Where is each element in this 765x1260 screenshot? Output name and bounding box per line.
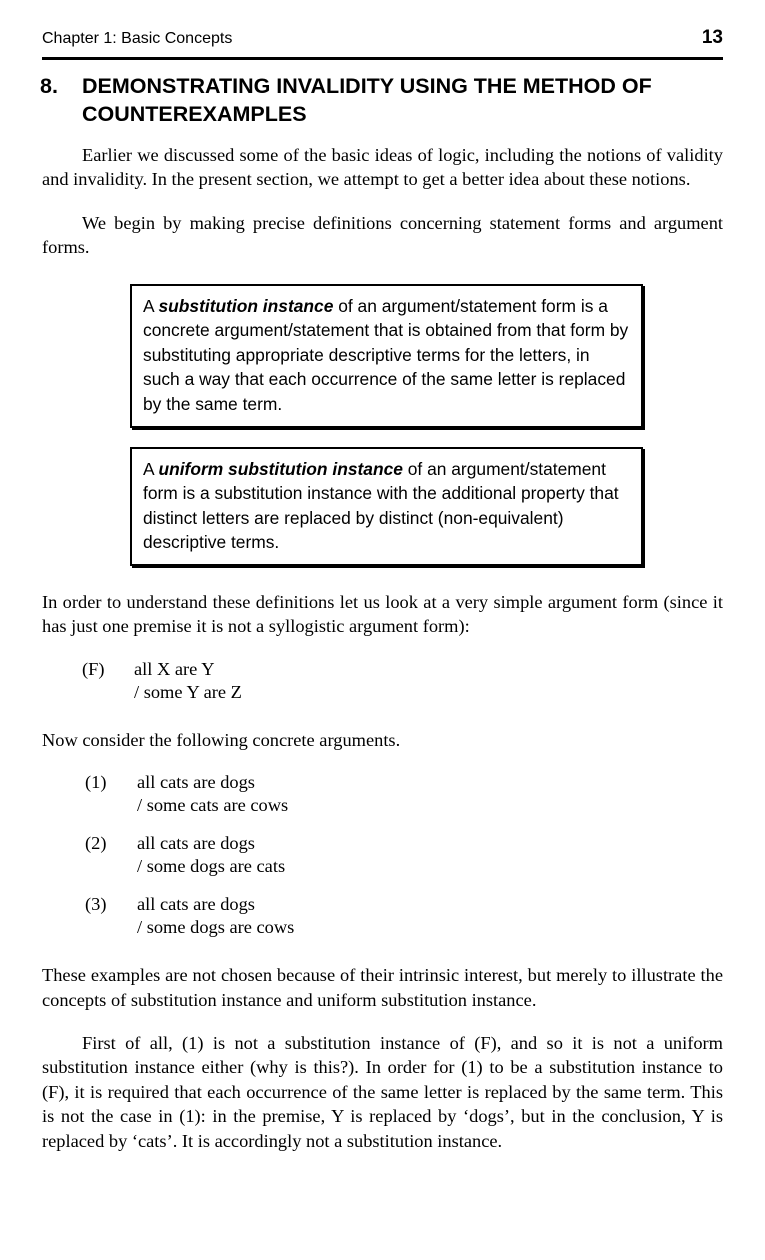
definition-body-text: of an argument/statement form is a concrete argument/statement that is obtained from that form by substituting appropriate descriptive terms for the letters, in such a way that each occurrence of the same letter is replaced by the same term. xyxy=(143,295,629,414)
definition-term: uniform substitution instance xyxy=(158,458,403,479)
argument-label: (2) xyxy=(85,833,107,854)
argument-label: (3) xyxy=(85,894,107,915)
concrete-argument-1 xyxy=(85,771,723,817)
argument-premise: all cats are dogs xyxy=(137,833,255,854)
concrete-argument-3 xyxy=(85,893,723,939)
argument-label: (F) xyxy=(82,658,105,679)
definition-box-substitution-instance xyxy=(130,284,643,428)
argument-form-f xyxy=(82,658,723,704)
argument-conclusion: / some Y are Z xyxy=(134,681,242,702)
argument-lines xyxy=(137,771,723,817)
spacer xyxy=(42,566,723,590)
definition-term: substitution instance xyxy=(158,295,334,316)
argument-premise: all cats are dogs xyxy=(137,772,255,793)
paragraph-first-of-all: First of all, (1) is not a substitution instance of (F), and so it is not a uniform substitution instance either (why is this?). In order for (1) to be a substitution instance to (F), it is required that each occurrence of the same letter is replaced by the same term. This is not the case in (1): in the premise, Y is replaced by ‘dogs’, but in the conclusion, Y is replaced by ‘cats’. It is accordingly not a substitution instance. xyxy=(42,1033,723,1151)
page-number: 13 xyxy=(701,27,723,48)
concrete-argument-2 xyxy=(85,832,723,878)
argument-premise: all X are Y xyxy=(134,658,215,679)
argument-label: (1) xyxy=(85,772,107,793)
argument-lines xyxy=(137,893,723,939)
paragraph-these-examples-not-chosen: These examples are not chosen because of their intrinsic interest, but merely to illustrate the concepts of substitution instance and uniform substitution instance. xyxy=(42,965,723,1010)
section-title xyxy=(40,72,740,128)
argument-conclusion: / some cats are cows xyxy=(137,795,289,816)
argument-lines xyxy=(137,832,723,878)
body-content xyxy=(42,143,723,1153)
running-header xyxy=(42,28,723,48)
argument-lines xyxy=(134,658,723,704)
header-rule-divider xyxy=(42,57,723,60)
spacer xyxy=(42,639,723,658)
spacer xyxy=(42,817,723,832)
spacer xyxy=(42,428,723,447)
spacer xyxy=(42,939,723,963)
spacer xyxy=(42,752,723,771)
spacer xyxy=(42,260,723,284)
spacer xyxy=(42,878,723,893)
spacer xyxy=(42,192,723,211)
argument-premise: all cats are dogs xyxy=(137,894,255,915)
page-title: DEMONSTRATING INVALIDITY USING THE METHOD OF COUNTEREXAMPLES xyxy=(82,74,652,126)
definition-lead-text: A xyxy=(143,295,159,316)
definition-box-uniform-substitution-instance xyxy=(130,447,643,566)
header-chapter-label: Chapter 1: Basic Concepts xyxy=(42,30,233,47)
argument-conclusion: / some dogs are cows xyxy=(137,917,295,938)
paragraph-in-order-to-understand: In order to understand these definitions let us look at a very simple argument form (since it has just one premise it is not a syllogistic argument form): xyxy=(42,591,723,637)
section-number: 8. xyxy=(40,74,58,98)
paragraph-earlier-we-discussed: Earlier we discussed some of the basic ideas of logic, including the notions of validity and invalidity. In the present section, we attempt to get a better idea about these notions. xyxy=(42,145,723,190)
paragraph-now-consider-following: Now consider the following concrete arguments. xyxy=(42,729,401,750)
definition-body-text: of an argument/statement form is a substitution instance with the additional property that distinct letters are replaced by distinct (non-equivalent) descriptive terms. xyxy=(143,458,619,553)
definition-lead-text: A xyxy=(143,458,159,479)
spacer xyxy=(42,704,723,728)
spacer xyxy=(42,1012,723,1031)
argument-conclusion: / some dogs are cats xyxy=(137,856,286,877)
paragraph-we-begin-by-making: We begin by making precise definitions concerning statement forms and argument forms. xyxy=(42,212,723,258)
